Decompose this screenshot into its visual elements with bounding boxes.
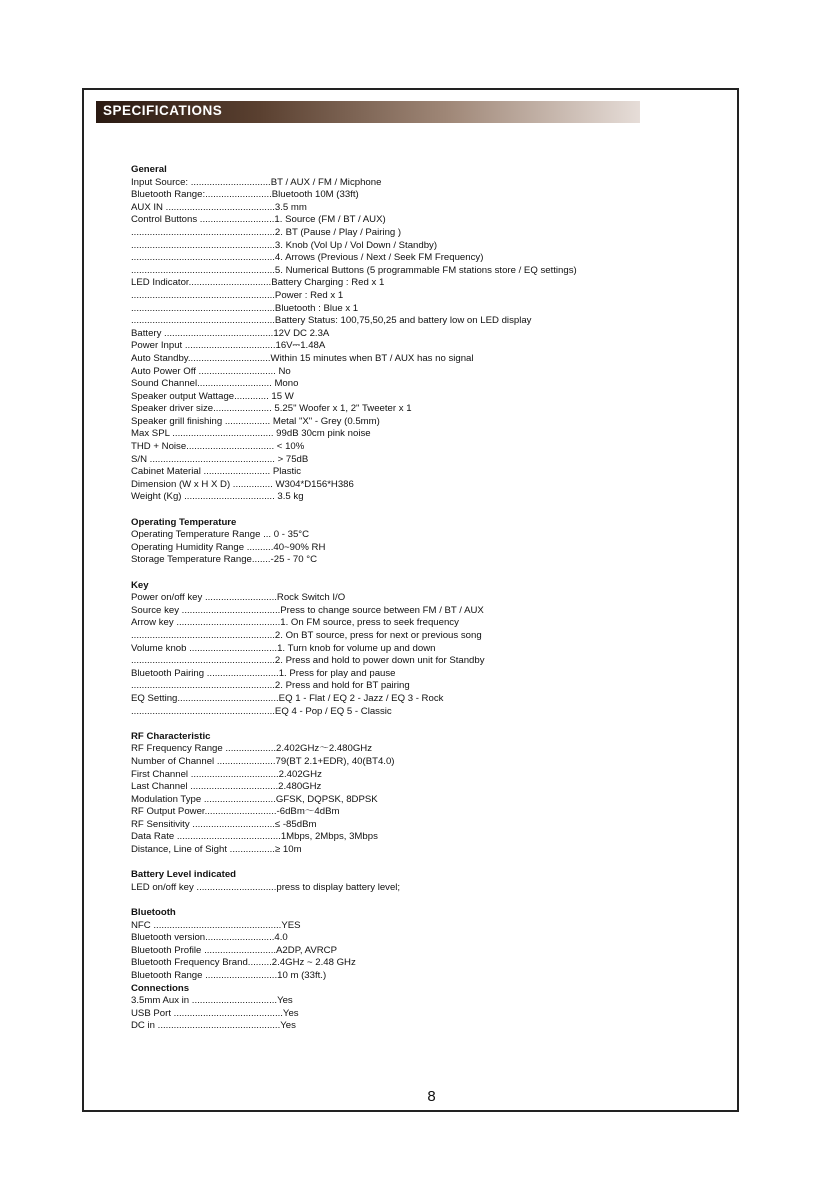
- spec-row: Source key .....................................Press to change source between FM / BT / AUX: [131, 604, 484, 616]
- spec-row: Bluetooth Profile ...........................A2DP, AVRCP: [131, 944, 337, 956]
- spec-section: [131, 731, 671, 857]
- spec-row: THD + Noise................................. < 10%: [131, 441, 305, 453]
- spec-row: RF Output Power...........................-6dBm～4dBm: [131, 806, 340, 818]
- section-header-bar: [96, 101, 640, 123]
- spec-row: Sound Channel............................ Mono: [131, 378, 299, 390]
- spec-row: ......................................................3. Knob (Vol Up / Vol Down / Standby): [131, 239, 438, 251]
- spec-row: Operating Humidity Range ..........40~90% RH: [131, 541, 326, 553]
- spec-row: Operating Temperature Range ... 0 - 35°C: [131, 529, 310, 541]
- section-title: RF Characteristic: [131, 730, 211, 742]
- spec-row: Bluetooth Frequency Brand.........2.4GHz ~ 2.48 GHz: [131, 957, 356, 969]
- specifications-content: [131, 164, 671, 1046]
- spec-row: USB Port .........................................Yes: [131, 1007, 299, 1019]
- spec-row: S/N ............................................... > 75dB: [131, 453, 309, 465]
- spec-row: Control Buttons ............................1. Source (FM / BT / AUX): [131, 214, 386, 226]
- section-title: Bluetooth: [131, 907, 176, 919]
- spec-row: Volume knob .................................1. Turn knob for volume up and down: [131, 642, 436, 654]
- spec-row: First Channel .................................2.402GHz: [131, 768, 322, 780]
- spec-row: AUX IN .........................................3.5 mm: [131, 201, 307, 213]
- spec-row: Weight (Kg) .................................. 3.5 kg: [131, 491, 304, 503]
- spec-row: Speaker grill finishing ................. Metal "X" - Grey (0.5mm): [131, 415, 380, 427]
- spec-row: Cabinet Material ......................... Plastic: [131, 466, 302, 478]
- spec-row: LED Indicator...............................Battery Charging : Red x 1: [131, 277, 385, 289]
- spec-section: [131, 869, 671, 894]
- spec-row: ......................................................4. Arrows (Previous / Next / Seek FM Frequency): [131, 252, 484, 264]
- spec-row: Bluetooth Pairing ...........................1. Press for play and pause: [131, 667, 396, 679]
- spec-row: ......................................................Power : Red x 1: [131, 289, 344, 301]
- section-title: Key: [131, 579, 149, 591]
- spec-row: Input Source: ..............................BT / AUX / FM / Micphone: [131, 176, 382, 188]
- spec-row: Dimension (W x H X D) ............... W304*D156*H386: [131, 478, 354, 490]
- spec-row: Bluetooth version..........................4.0: [131, 932, 288, 944]
- spec-row: Bluetooth Range ...........................10 m (33ft.): [131, 970, 327, 981]
- spec-section: [131, 907, 671, 983]
- spec-row: Storage Temperature Range.......-25 - 70 °C: [131, 554, 318, 566]
- spec-section: [131, 580, 671, 719]
- spec-row: ......................................................5. Numerical Buttons (5 programmable FM stations store / EQ settings): [131, 264, 577, 276]
- spec-section: [131, 517, 671, 567]
- spec-row: Bluetooth Range:.........................Bluetooth 10M (33ft): [131, 189, 359, 201]
- spec-section: [131, 983, 671, 1033]
- spec-row: 3.5mm Aux in ................................Yes: [131, 995, 293, 1007]
- spec-row: EQ Setting......................................EQ 1 - Flat / EQ 2 - Jazz / EQ 3 - Rock: [131, 692, 444, 704]
- spec-row: Arrow key .......................................1. On FM source, press to seek frequency: [131, 617, 459, 629]
- page-number: 8: [427, 1088, 436, 1105]
- spec-row: ......................................................2. Press and hold for BT pairing: [131, 680, 410, 692]
- spec-row: Max SPL ...................................... 99dB 30cm pink noise: [131, 428, 371, 440]
- section-title: Battery Level indicated: [131, 869, 237, 881]
- spec-row: RF Frequency Range ...................2.402GHz～2.480GHz: [131, 743, 373, 755]
- spec-row: ......................................................EQ 4 - Pop / EQ 5 - Classic: [131, 705, 392, 717]
- spec-section: [131, 164, 671, 504]
- section-title: Connections: [131, 982, 190, 994]
- spec-row: ......................................................2. BT (Pause / Play / Pairing ): [131, 226, 402, 238]
- spec-row: Battery .........................................12V DC 2.3A: [131, 327, 330, 339]
- spec-row: Speaker output Wattage............. 15 W: [131, 390, 294, 402]
- spec-row: Speaker driver size...................... 5.25" Woofer x 1, 2" Tweeter x 1: [131, 403, 412, 415]
- spec-row: Data Rate .......................................1Mbps, 2Mbps, 3Mbps: [131, 831, 378, 843]
- page-title: SPECIFICATIONS: [103, 103, 223, 118]
- spec-row: Distance, Line of Sight .................≥ 10m: [131, 844, 302, 856]
- spec-row: DC in ..............................................Yes: [131, 1020, 296, 1032]
- spec-row: ......................................................2. On BT source, press for next or previous song: [131, 629, 482, 641]
- spec-row: Auto Power Off ............................. No: [131, 365, 291, 377]
- spec-row: ......................................................Bluetooth : Blue x 1: [131, 302, 359, 314]
- spec-row: Last Channel .................................2.480GHz: [131, 781, 322, 793]
- section-title: General: [131, 164, 167, 175]
- spec-row: Power on/off key ...........................Rock Switch I/O: [131, 592, 346, 604]
- spec-row: RF Sensitivity ...............................≤ -85dBm: [131, 818, 317, 830]
- spec-row: NFC ................................................YES: [131, 919, 301, 931]
- spec-row: Modulation Type ...........................GFSK, DQPSK, 8DPSK: [131, 793, 378, 805]
- section-title: Operating Temperature: [131, 516, 237, 528]
- spec-row: Auto Standby...............................Within 15 minutes when BT / AUX has no signal: [131, 352, 474, 364]
- spec-row: LED on/off key ..............................press to display battery level;: [131, 881, 401, 893]
- spec-row: ......................................................2. Press and hold to power down unit for Standby: [131, 655, 485, 667]
- spec-row: Number of Channel ......................79(BT 2.1+EDR), 40(BT4.0): [131, 755, 395, 767]
- spec-row: Power Input ..................................16V⎓1.48A: [131, 340, 326, 352]
- spec-row: ......................................................Battery Status: 100,75,50,25 and battery low on LED display: [131, 315, 532, 327]
